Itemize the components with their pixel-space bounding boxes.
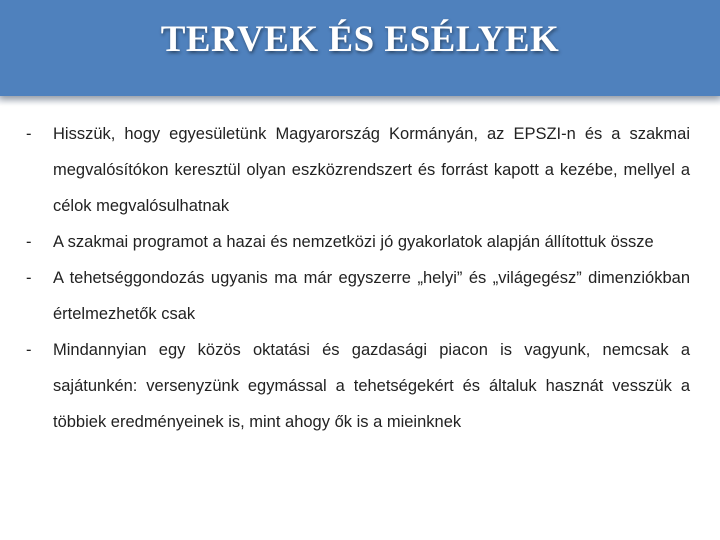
slide-title: TERVEK ÉS ESÉLYEK <box>160 19 560 60</box>
bullet-marker: - <box>26 269 32 287</box>
title-banner <box>0 0 720 96</box>
bullet-marker: - <box>26 233 32 251</box>
banner-shadow <box>0 96 720 106</box>
bullet-item <box>26 260 690 332</box>
bullet-item <box>26 224 690 260</box>
bullet-list <box>26 116 690 440</box>
bullet-text: A szakmai programot a hazai és nemzetközi jó gyakorlatok alapján állítottuk össze <box>53 233 654 251</box>
bullet-text: Hisszük, hogy egyesületünk Magyarország Kormányán, az EPSZI-n és a szakmai megvalósítókon keresztül olyan eszközrendszert és forrást kapott a kezébe, mellyel a célok megvalósulhatnak <box>53 125 690 215</box>
bullet-item <box>26 116 690 224</box>
bullet-marker: - <box>26 341 32 359</box>
bullet-text: Mindannyian egy közös oktatási és gazdasági piacon is vagyunk, nemcsak a sajátunkén: versenyzünk egymással a tehetségekért és általuk hasznát vesszük a többiek eredményeinek is, mint ahogy ők is a mieinknek <box>53 341 690 431</box>
bullet-marker: - <box>26 125 32 143</box>
bullet-text: A tehetséggondozás ugyanis ma már egyszerre „helyi” és „világegész” dimenziókban értelmezhetők csak <box>53 269 690 323</box>
bullet-item <box>26 332 690 440</box>
